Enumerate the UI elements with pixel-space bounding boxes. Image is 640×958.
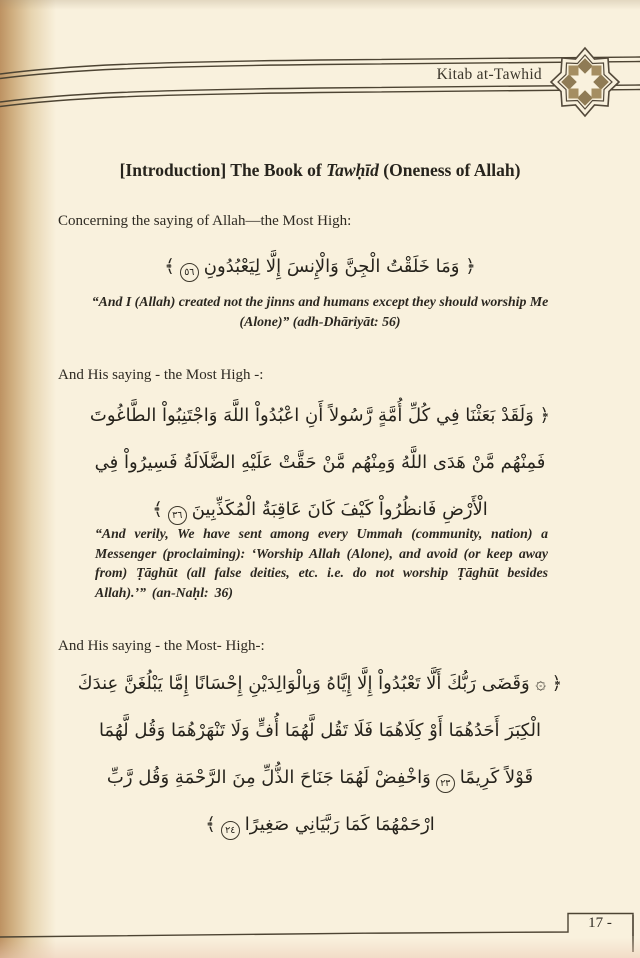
verse1-closing-bracket: ﴾ — [164, 256, 175, 277]
verse3-line-1: ﴿ ۞ وَقَضَى رَبُّكَ أَلَّا تَعْبُدُواْ إِلَّا إِيَّاهُ وَبِالْوَالِدَيْنِ إِحْسَانًا إِمَّا يَبْلُغَنَّ عِندَكَ — [77, 673, 563, 694]
verse1-arabic-text: ﴿ وَمَا خَلَقْتُ الْجِنَّ وَالْإِنسَ إِلَّا لِيَعْبُدُونِ — [203, 256, 476, 277]
ayah-number-badge: ٢٣ — [436, 774, 455, 793]
ayah-number-badge: ٥٦ — [180, 263, 199, 282]
verse2-line-2: فَمِنْهُم مَّنْ هَدَى اللَّهُ وَمِنْهُم مَّنْ حَقَّتْ عَلَيْهِ الضَّلَالَةُ فَسِيرُواْ فِي — [94, 452, 546, 473]
verse1-translation: “And I (Allah) created not the jinns and humans except they should worship Me (Alone)” (adh-Dhāriyāt: 56) — [91, 294, 549, 329]
ayah-number-badge: ٣٦ — [168, 506, 187, 525]
page-title — [30, 160, 610, 181]
verse2-translation: “And verily, We have sent among every Ummah (community, nation) a Messenger (proclaiming): ‘Worship Allah (Alone), and avoid (or keep away from) Ṭāghūt (all false deities, etc. i.e. do not worship Ṭāghūt besides Allah).’” (an-Naḥl: 36) — [95, 526, 548, 600]
quran-verse-2 — [30, 392, 610, 533]
saying-label-3: And His saying - the Most- High-: — [58, 638, 265, 654]
ayah-number-badge: ٢٤ — [221, 821, 240, 840]
saying-label-2: And His saying - the Most High -: — [58, 367, 264, 383]
verse3-line-2: الْكِبَرَ أَحَدُهُمَا أَوْ كِلَاهُمَا فَلَا تَقُل لَّهُمَا أُفٍّ وَلَا تَنْهَرْهُمَا وَقُل لَّهُمَا — [98, 720, 542, 741]
verse3-line-4: ارْحَمْهُمَا كَمَا رَبَّيَانِي صَغِيرًا — [244, 814, 435, 835]
verse3-line-3b: وَاخْفِضْ لَهُمَا جَنَاحَ الذُّلِّ مِنَ الرَّحْمَةِ وَقُل رَّبِّ — [106, 767, 431, 788]
page-title-suffix: (Oneness of Allah) — [378, 160, 521, 180]
quran-verse-1 — [30, 243, 610, 290]
quran-verse-3 — [30, 660, 610, 848]
verse2-line-3: الْأَرْضِ فَانظُرُواْ كَيْفَ كَانَ عَاقِبَةُ الْمُكَذِّبِينَ — [191, 499, 488, 520]
running-title: Kitab at-Tawhid — [436, 66, 542, 83]
intro-line: Concerning the saying of Allah—the Most High: — [58, 213, 352, 229]
verse2-line-1: ﴿ وَلَقَدْ بَعَثْنَا فِي كُلِّ أُمَّةٍ رَّسُولاً أَنِ اعْبُدُواْ اللَّهَ وَاجْتَنِبُواْ الطَّاغُوتَ — [89, 405, 551, 426]
page-title-italic-word: Tawḥīd — [326, 160, 379, 180]
footer-rule — [0, 900, 640, 958]
page-number: 17 - — [588, 915, 612, 931]
page-title-prefix: [Introduction] The Book of — [119, 160, 327, 180]
verse2-closing-bracket: ﴾ — [152, 499, 163, 520]
verse3-closing-bracket: ﴾ — [205, 814, 216, 835]
eight-pointed-star-icon — [545, 42, 625, 122]
verse3-line-3a: قَوْلاً كَرِيمًا — [459, 767, 534, 788]
header-rules — [0, 0, 640, 130]
